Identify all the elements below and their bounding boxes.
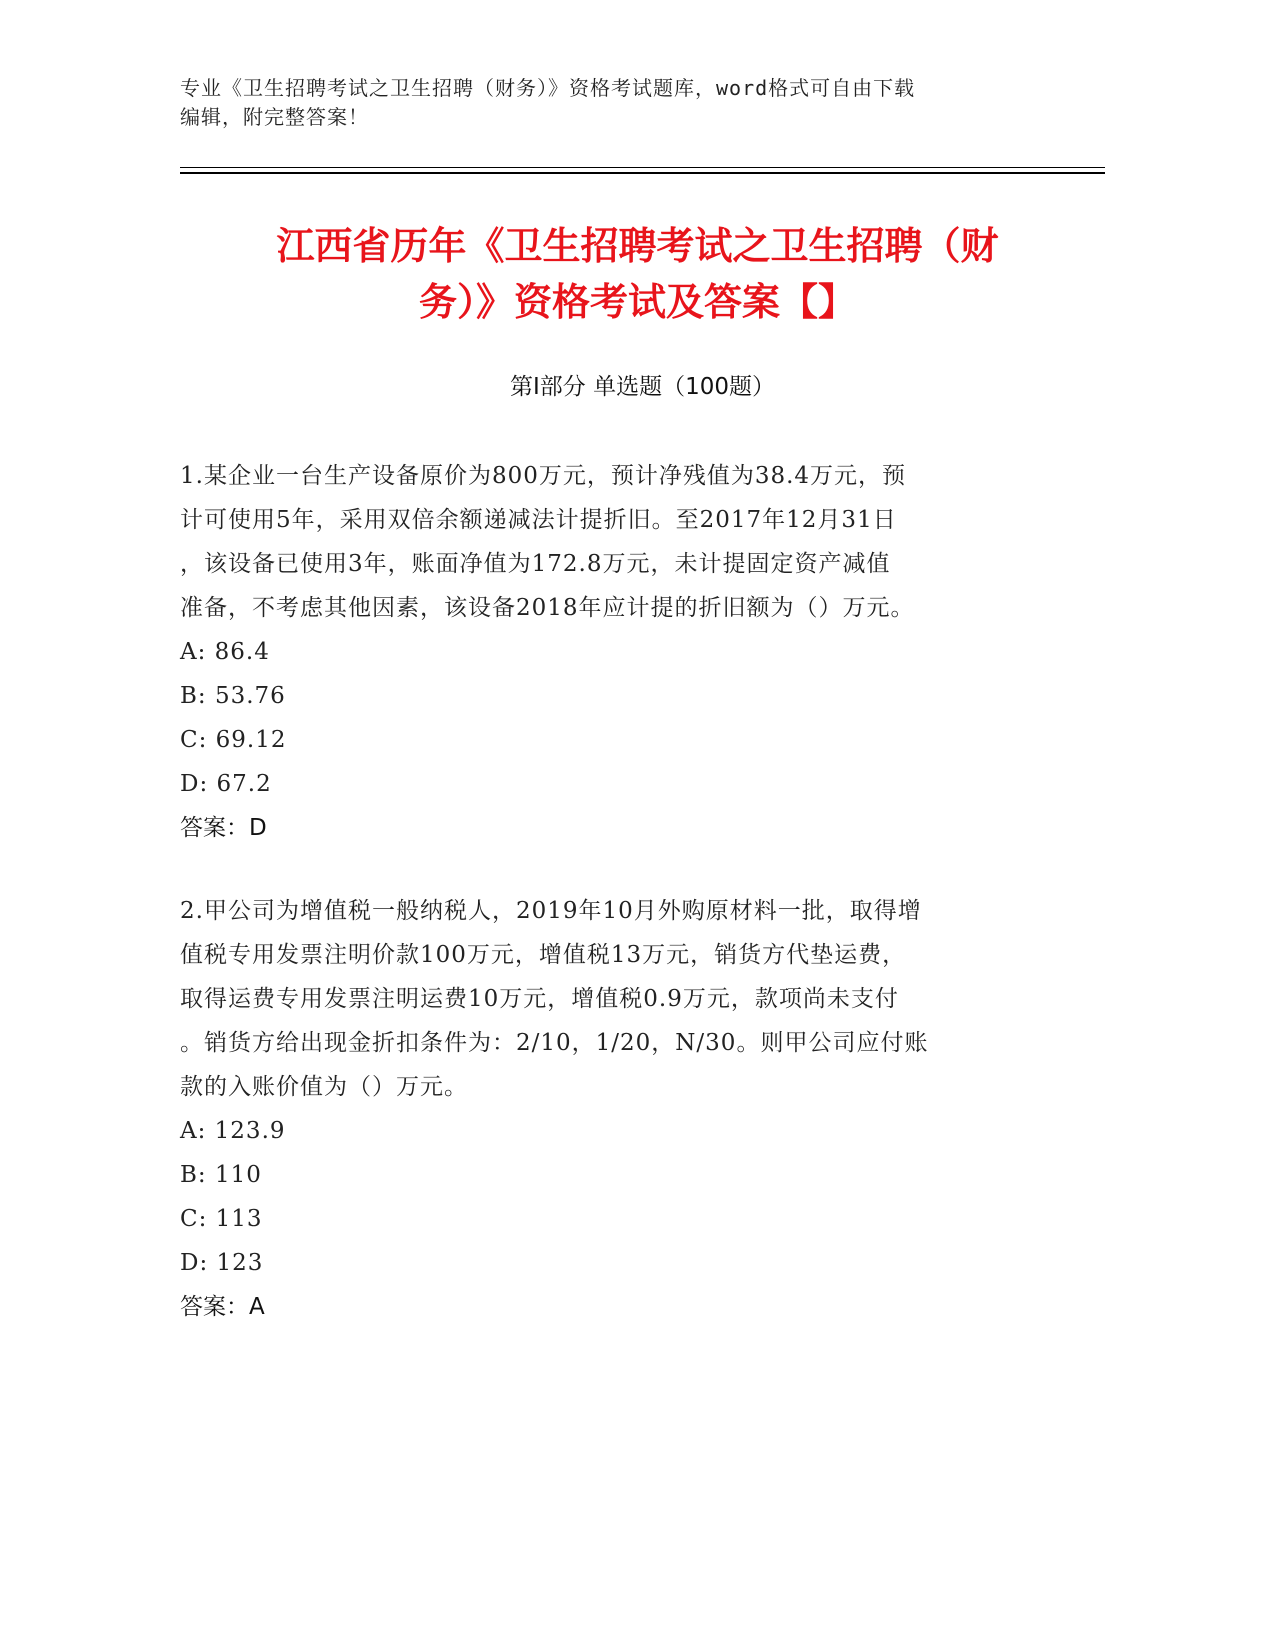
question-text-line: 款的入账价值为（）万元。: [180, 1074, 468, 1100]
question-text-line: 。销货方给出现金折扣条件为：2/10，1/20，N/30。则甲公司应付账: [180, 1030, 929, 1056]
option-c: C: 113: [180, 1206, 263, 1232]
question-1: [180, 454, 1060, 850]
section-heading: 第Ⅰ部分 单选题（100题）: [510, 374, 775, 400]
option-c: C: 69.12: [180, 727, 287, 753]
question-text-line: 取得运费专用发票注明运费10万元，增值税0.9万元，款项尚未支付: [180, 986, 899, 1012]
option-d: D: 123: [180, 1250, 264, 1276]
question-text-line: 值税专用发票注明价款100万元，增值税13万元，销货方代垫运费，: [180, 942, 907, 968]
question-text-line: 1.某企业一台生产设备原价为800万元，预计净残值为38.4万元，预: [180, 463, 907, 489]
document-title-line: 江西省历年《卫生招聘考试之卫生招聘（财: [276, 224, 999, 268]
question-text: [180, 454, 1060, 630]
question-2: [180, 889, 1060, 1329]
option-a: A: 123.9: [180, 1118, 286, 1144]
header-rule-thin: [180, 167, 1105, 168]
question-text: [180, 889, 1060, 1109]
document-title: [160, 218, 1115, 330]
header-rule-thick: [180, 172, 1105, 174]
question-text-line: 2.甲公司为增值税一般纳税人，2019年10月外购原材料一批，取得增: [180, 898, 922, 924]
header-note-line: 专业《卫生招聘考试之卫生招聘（财务）》资格考试题库，word格式可自由下载: [180, 76, 916, 100]
question-text-line: ，该设备已使用3年，账面净值为172.8万元，未计提固定资产减值: [180, 551, 891, 577]
answer: 答案：D: [180, 815, 267, 841]
option-d: D: 67.2: [180, 771, 272, 797]
option-b: B: 53.76: [180, 683, 286, 709]
question-text-line: 准备，不考虑其他因素，该设备2018年应计提的折旧额为（）万元。: [180, 595, 915, 621]
answer: 答案：A: [180, 1294, 265, 1320]
document-title-line: 务）》资格考试及答案【】: [418, 280, 856, 324]
question-text-line: 计可使用5年，采用双倍余额递减法计提折旧。至2017年12月31日: [180, 507, 897, 533]
header-note: [180, 74, 1040, 132]
option-a: A: 86.4: [180, 639, 270, 665]
option-b: B: 110: [180, 1162, 262, 1188]
header-note-line: 编辑，附完整答案！: [180, 105, 369, 129]
